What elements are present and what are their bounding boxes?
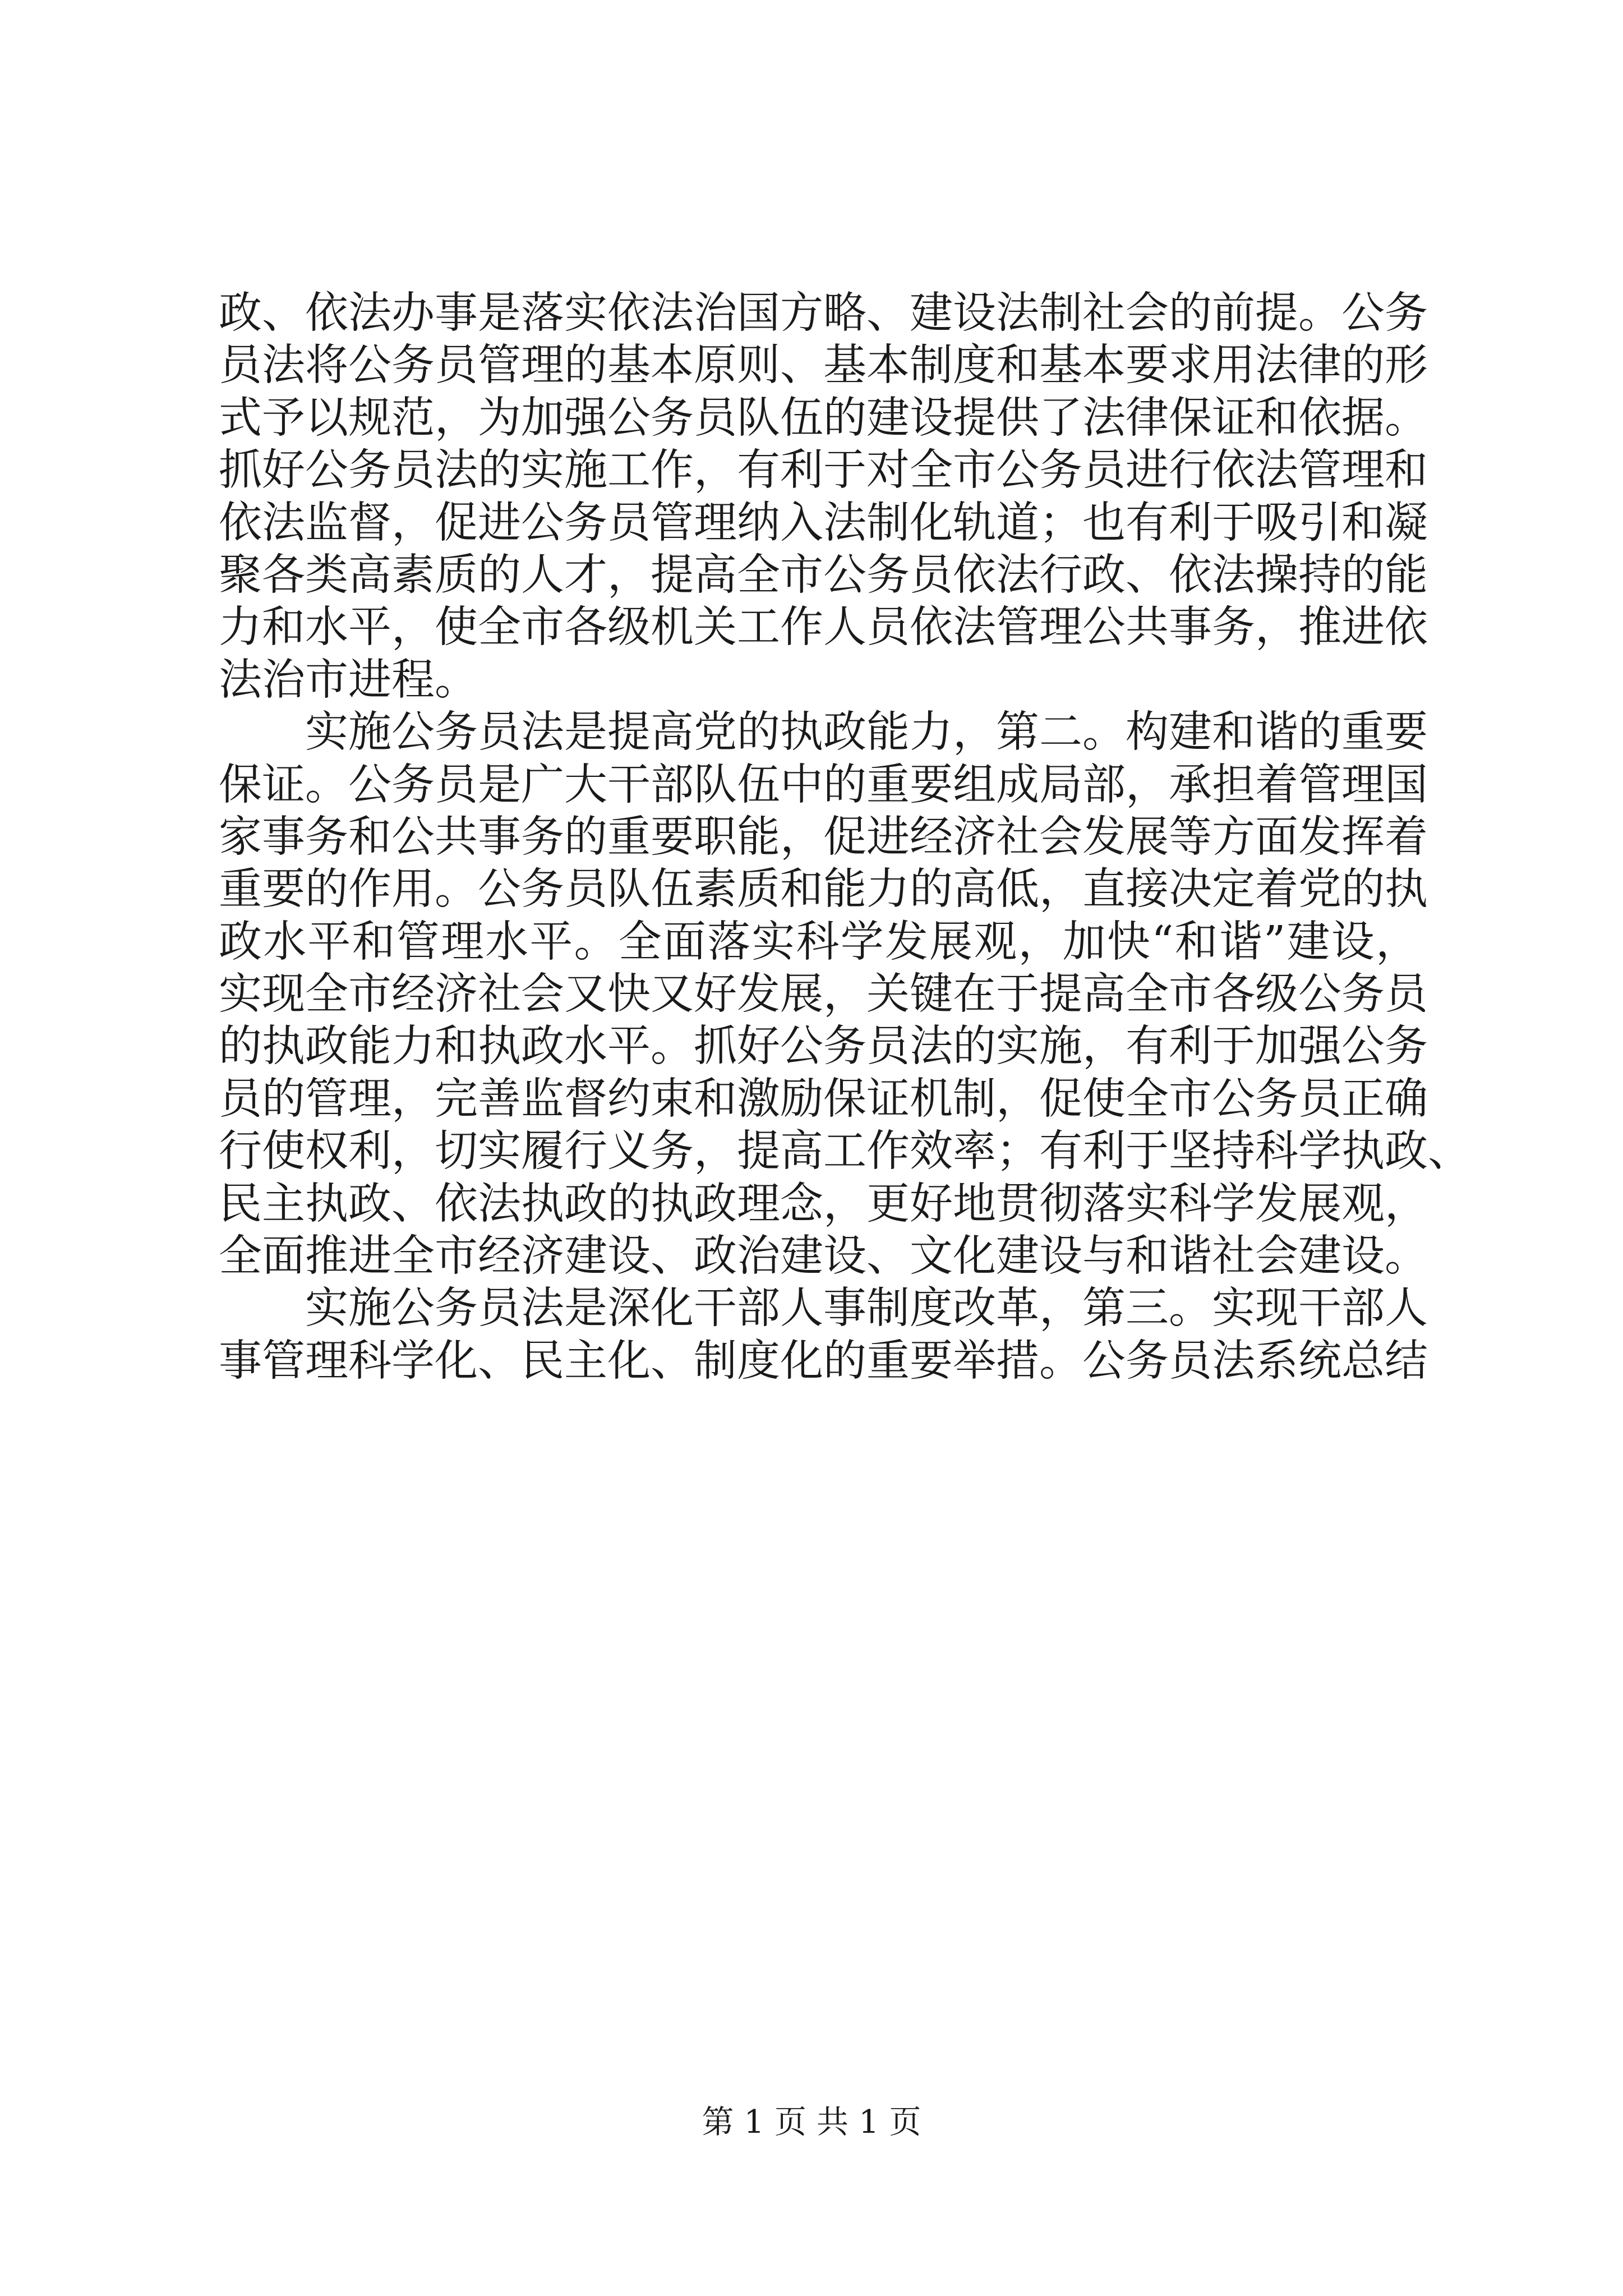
text-line: 重要的作用。公务员队伍素质和能力的高低，直接决定着党的执 xyxy=(219,864,1428,915)
text-line: 实现全市经济社会又快又好发展，关键在于提高全市各级公务员 xyxy=(219,969,1428,1020)
text-line: 政水平和管理水平。全面落实科学发展观，加快“和谐”建设， xyxy=(219,917,1419,967)
text-line: 力和水平，使全市各级机关工作人员依法管理公共事务，推进依 xyxy=(219,602,1428,653)
text-line: 民主执政、依法执政的执政理念，更好地贯彻落实科学发展观， xyxy=(219,1179,1428,1229)
paragraph-end-line: 法治市进程。 xyxy=(219,655,478,705)
body-text xyxy=(219,287,1471,1387)
text-line: 事管理科学化、民主化、制度化的重要举措。公务员法系统总结 xyxy=(219,1336,1428,1386)
paragraph-end-line: 全面推进全市经济建设、政治建设、文化建设与和谐社会建设。 xyxy=(219,1231,1428,1282)
paragraph-start-line: 实施公务员法是深化干部人事制度改革，第三。实现干部人 xyxy=(305,1283,1428,1334)
text-line: 政、依法办事是落实依法治国方略、建设法制社会的前提。公务 xyxy=(219,288,1428,338)
page-number-footer: 第 1 页 共 1 页 xyxy=(702,2104,921,2141)
text-line: 聚各类高素质的人才，提高全市公务员依法行政、依法操持的能 xyxy=(219,550,1428,600)
text-line: 员法将公务员管理的基本原则、基本制度和基本要求用法律的形 xyxy=(219,341,1428,391)
text-line: 的执政能力和执政水平。抓好公务员法的实施，有利于加强公务 xyxy=(219,1022,1428,1072)
text-line: 员的管理，完善监督约束和激励保证机制，促使全市公务员正确 xyxy=(219,1074,1428,1124)
text-line: 保证。公务员是广大干部队伍中的重要组成局部，承担着管理国 xyxy=(219,760,1428,810)
text-line: 家事务和公共事务的重要职能，促进经济社会发展等方面发挥着 xyxy=(219,812,1428,862)
text-line: 依法监督，促进公务员管理纳入法制化轨道；也有利于吸引和凝 xyxy=(219,498,1428,548)
text-line: 行使权利，切实履行义务，提高工作效率；有利于坚持科学执政、 xyxy=(219,1126,1471,1177)
text-line: 抓好公务员法的实施工作，有利于对全市公务员进行依法管理和 xyxy=(219,445,1428,496)
text-line: 式予以规范，为加强公务员队伍的建设提供了法律保证和依据。 xyxy=(219,393,1428,443)
paragraph-start-line: 实施公务员法是提高党的执政能力，第二。构建和谐的重要 xyxy=(305,707,1428,758)
